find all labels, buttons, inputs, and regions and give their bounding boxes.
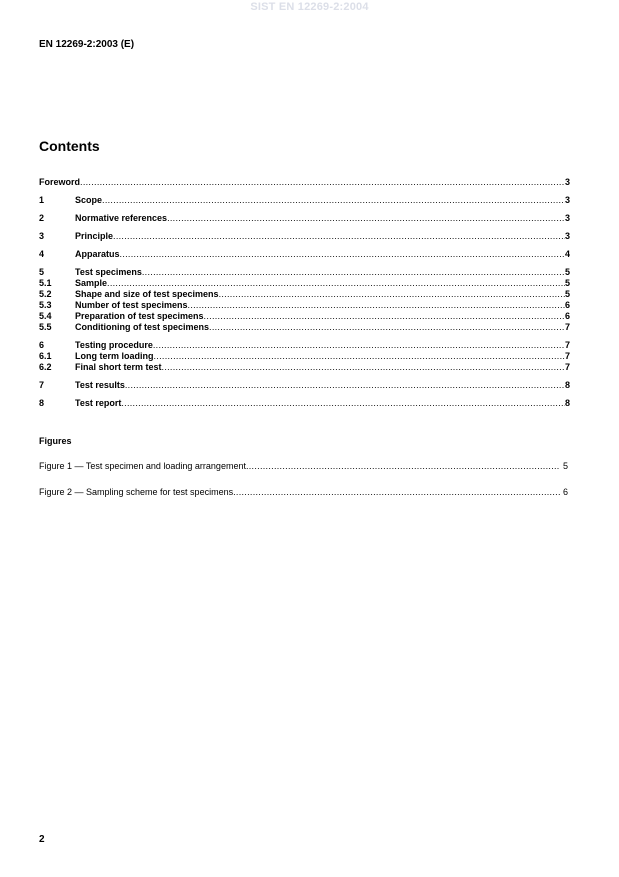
toc-number: 6 bbox=[39, 340, 45, 350]
dot-leader bbox=[219, 289, 565, 300]
toc-page: 5 bbox=[564, 289, 570, 299]
toc-entry-principle[interactable] bbox=[39, 231, 570, 242]
dot-leader bbox=[113, 231, 565, 242]
dot-leader bbox=[121, 398, 565, 409]
toc-title: Principle bbox=[75, 231, 114, 241]
dot-leader bbox=[162, 362, 565, 373]
figure-page: 5 bbox=[562, 461, 568, 471]
dot-leader bbox=[154, 351, 565, 362]
figure-page: 6 bbox=[562, 487, 568, 497]
toc-entry-foreword[interactable] bbox=[39, 177, 570, 188]
toc-entry-number-of-specimens[interactable] bbox=[39, 300, 570, 311]
toc-entry-long-term-loading[interactable] bbox=[39, 351, 570, 362]
toc-page: 3 bbox=[564, 213, 570, 223]
toc-number: 7 bbox=[39, 380, 45, 390]
toc-title: Test report bbox=[75, 398, 122, 408]
dot-leader bbox=[120, 249, 565, 260]
dot-leader bbox=[142, 267, 565, 278]
figure-entry-2[interactable] bbox=[39, 486, 570, 498]
figure-entry-1[interactable] bbox=[39, 460, 570, 472]
list-of-figures bbox=[39, 460, 570, 498]
toc-title: Normative references bbox=[75, 213, 168, 223]
toc-page: 7 bbox=[564, 340, 570, 350]
dot-leader bbox=[167, 213, 565, 224]
toc-number: 6.2 bbox=[39, 362, 52, 372]
toc-number: 1 bbox=[39, 195, 45, 205]
toc-title: Test results bbox=[75, 380, 125, 390]
toc-title: Foreword bbox=[39, 177, 81, 187]
toc-entry-scope[interactable] bbox=[39, 195, 570, 206]
toc-page: 8 bbox=[564, 380, 570, 390]
toc-page: 6 bbox=[564, 300, 570, 310]
toc-number: 3 bbox=[39, 231, 45, 241]
toc-entry-test-report[interactable] bbox=[39, 398, 570, 409]
toc-number: 8 bbox=[39, 398, 45, 408]
toc-number: 5.3 bbox=[39, 300, 52, 310]
toc-entry-normative-references[interactable] bbox=[39, 213, 570, 224]
toc-page: 6 bbox=[564, 311, 570, 321]
toc-title: Apparatus bbox=[75, 249, 120, 259]
toc-page: 7 bbox=[564, 322, 570, 332]
toc-title: Long term loading bbox=[75, 351, 154, 361]
dot-leader bbox=[209, 322, 565, 333]
toc-page: 3 bbox=[564, 195, 570, 205]
toc-entry-testing-procedure[interactable] bbox=[39, 340, 570, 351]
toc-entry-preparation[interactable] bbox=[39, 311, 570, 322]
toc-page: 7 bbox=[564, 351, 570, 361]
dot-leader bbox=[188, 300, 565, 311]
toc-number: 5.1 bbox=[39, 278, 52, 288]
toc-entry-test-results[interactable] bbox=[39, 380, 570, 391]
table-of-contents bbox=[39, 177, 570, 409]
toc-title: Testing procedure bbox=[75, 340, 153, 350]
toc-number: 5.4 bbox=[39, 311, 52, 321]
figure-title: Figure 2 — Sampling scheme for test specimens bbox=[39, 487, 234, 497]
toc-entry-sample[interactable] bbox=[39, 278, 570, 289]
dot-leader bbox=[125, 380, 565, 391]
dot-leader bbox=[80, 177, 565, 188]
dot-leader bbox=[233, 486, 560, 498]
dot-leader bbox=[107, 278, 565, 289]
toc-title: Number of test specimens bbox=[75, 300, 188, 310]
toc-number: 4 bbox=[39, 249, 45, 259]
toc-title: Conditioning of test specimens bbox=[75, 322, 210, 332]
dot-leader bbox=[153, 340, 565, 351]
toc-page: 5 bbox=[564, 278, 570, 288]
toc-number: 5.2 bbox=[39, 289, 52, 299]
toc-page: 3 bbox=[564, 177, 570, 187]
toc-page: 5 bbox=[564, 267, 570, 277]
toc-title: Preparation of test specimens bbox=[75, 311, 204, 321]
dot-leader bbox=[204, 311, 565, 322]
toc-title: Final short term test bbox=[75, 362, 162, 372]
toc-page: 4 bbox=[564, 249, 570, 259]
toc-page: 8 bbox=[564, 398, 570, 408]
toc-entry-apparatus[interactable] bbox=[39, 249, 570, 260]
toc-entry-shape-and-size[interactable] bbox=[39, 289, 570, 300]
toc-title: Scope bbox=[75, 195, 103, 205]
toc-title: Sample bbox=[75, 278, 108, 288]
toc-page: 3 bbox=[564, 231, 570, 241]
dot-leader bbox=[246, 460, 560, 472]
toc-number: 2 bbox=[39, 213, 45, 223]
toc-number: 6.1 bbox=[39, 351, 52, 361]
figure-title: Figure 1 — Test specimen and loading arrangement bbox=[39, 461, 246, 471]
figures-heading: Figures bbox=[39, 436, 72, 446]
toc-entry-test-specimens[interactable] bbox=[39, 267, 570, 278]
toc-entry-conditioning[interactable] bbox=[39, 322, 570, 333]
toc-title: Shape and size of test specimens bbox=[75, 289, 219, 299]
watermark: SIST EN 12269-2:2004 bbox=[250, 1, 369, 13]
toc-entry-final-short-term-test[interactable] bbox=[39, 362, 570, 373]
page-number: 2 bbox=[39, 834, 45, 845]
toc-page: 7 bbox=[564, 362, 570, 372]
toc-number: 5 bbox=[39, 267, 45, 277]
toc-number: 5.5 bbox=[39, 322, 52, 332]
contents-title: Contents bbox=[39, 138, 100, 154]
toc-title: Test specimens bbox=[75, 267, 142, 277]
dot-leader bbox=[102, 195, 565, 206]
document-id: EN 12269-2:2003 (E) bbox=[39, 39, 135, 50]
